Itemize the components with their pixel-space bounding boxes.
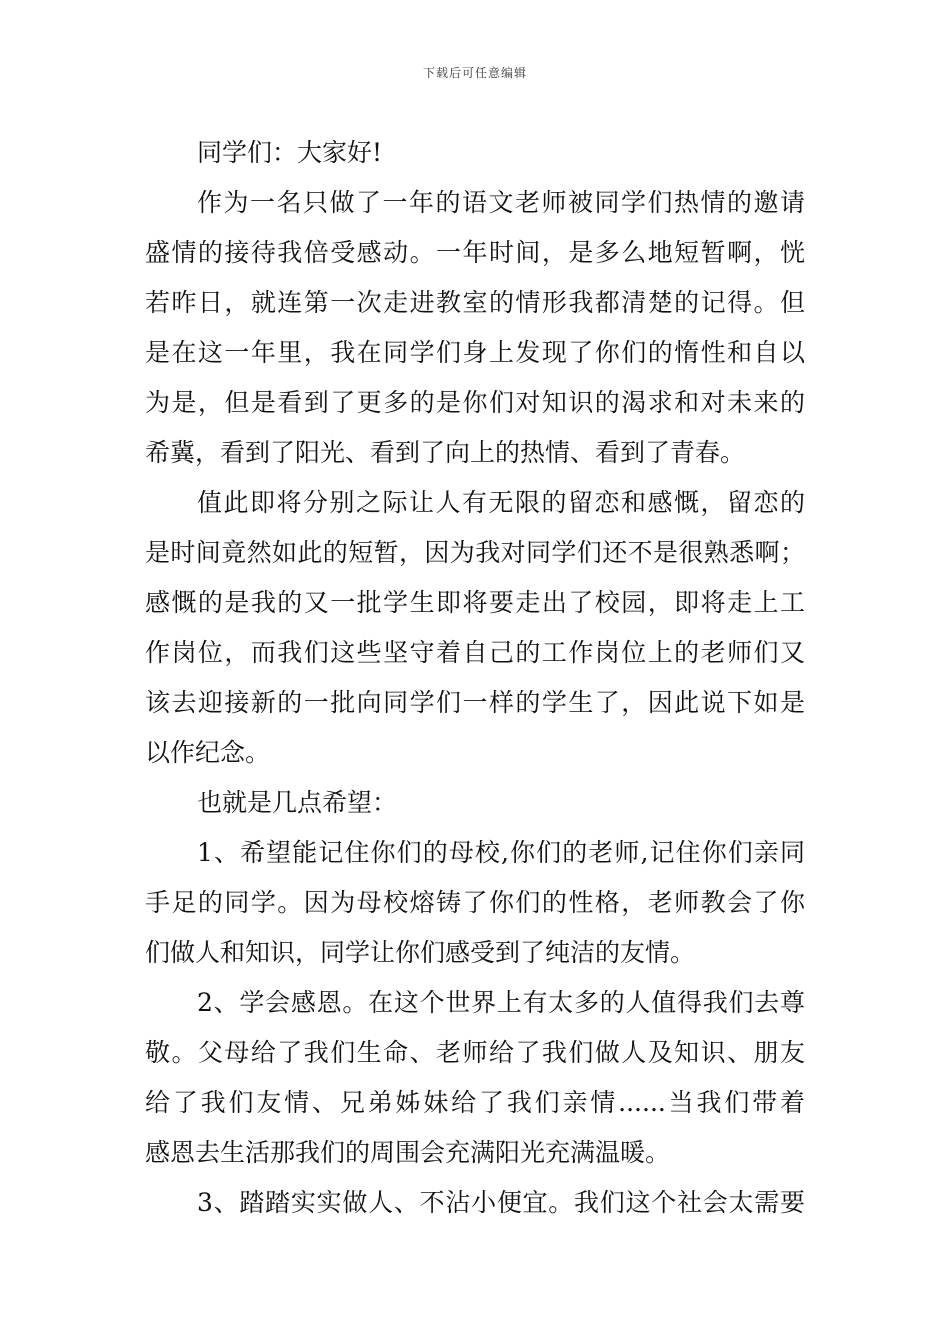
header-note: 下载后可任意编辑	[422, 66, 527, 80]
list-item-line: 1、希望能记住你们的母校,你们的老师,记住你们亲同	[197, 838, 805, 867]
list-item-line: 敬。父母给了我们生命、老师给了我们做人及知识、朋友	[145, 1038, 805, 1067]
paragraph-line: 也就是几点希望：	[197, 788, 398, 817]
paragraph-line: 值此即将分别之际让人有无限的留恋和感慨，留恋的	[197, 488, 805, 517]
paragraph-line: 作为一名只做了一年的语文老师被同学们热情的邀请	[197, 188, 805, 217]
paragraph-line: 以作纪念。	[145, 738, 271, 767]
list-item-line: 给了我们友情、兄弟姊妹给了我们亲情......当我们带着	[145, 1088, 805, 1117]
list-item-line: 手足的同学。因为母校熔铸了你们的性格，老师教会了你	[145, 888, 805, 917]
list-item-line: 们做人和知识，同学让你们感受到了纯洁的友情。	[145, 938, 696, 967]
list-item-line: 感恩去生活那我们的周围会充满阳光充满温暖。	[145, 1138, 671, 1167]
list-item-line: 2、学会感恩。在这个世界上有太多的人值得我们去尊	[197, 988, 805, 1017]
document-body	[145, 128, 805, 1228]
paragraph-line: 盛情的接待我倍受感动。一年时间，是多么地短暂啊，恍	[145, 238, 805, 267]
paragraph-line: 是时间竟然如此的短暂，因为我对同学们还不是很熟悉啊；	[145, 538, 805, 567]
paragraph-line: 为是，但是看到了更多的是你们对知识的渴求和对未来的	[145, 388, 805, 417]
paragraph-line: 该去迎接新的一批向同学们一样的学生了，因此说下如是	[145, 688, 805, 717]
paragraph-line: 作岗位，而我们这些坚守着自己的工作岗位上的老师们又	[145, 638, 805, 667]
paragraph-line: 感慨的是我的又一批学生即将要走出了校园，即将走上工	[145, 588, 805, 617]
paragraph-line: 若昨日，就连第一次走进教室的情形我都清楚的记得。但	[145, 288, 805, 317]
greeting-line: 同学们：大家好!	[197, 138, 383, 167]
paragraph-line: 是在这一年里，我在同学们身上发现了你们的惰性和自以	[145, 338, 805, 367]
list-item-line: 3、踏踏实实做人、不沾小便宜。我们这个社会太需要	[197, 1188, 805, 1217]
paragraph-line: 希冀，看到了阳光、看到了向上的热情、看到了青春。	[145, 438, 746, 467]
